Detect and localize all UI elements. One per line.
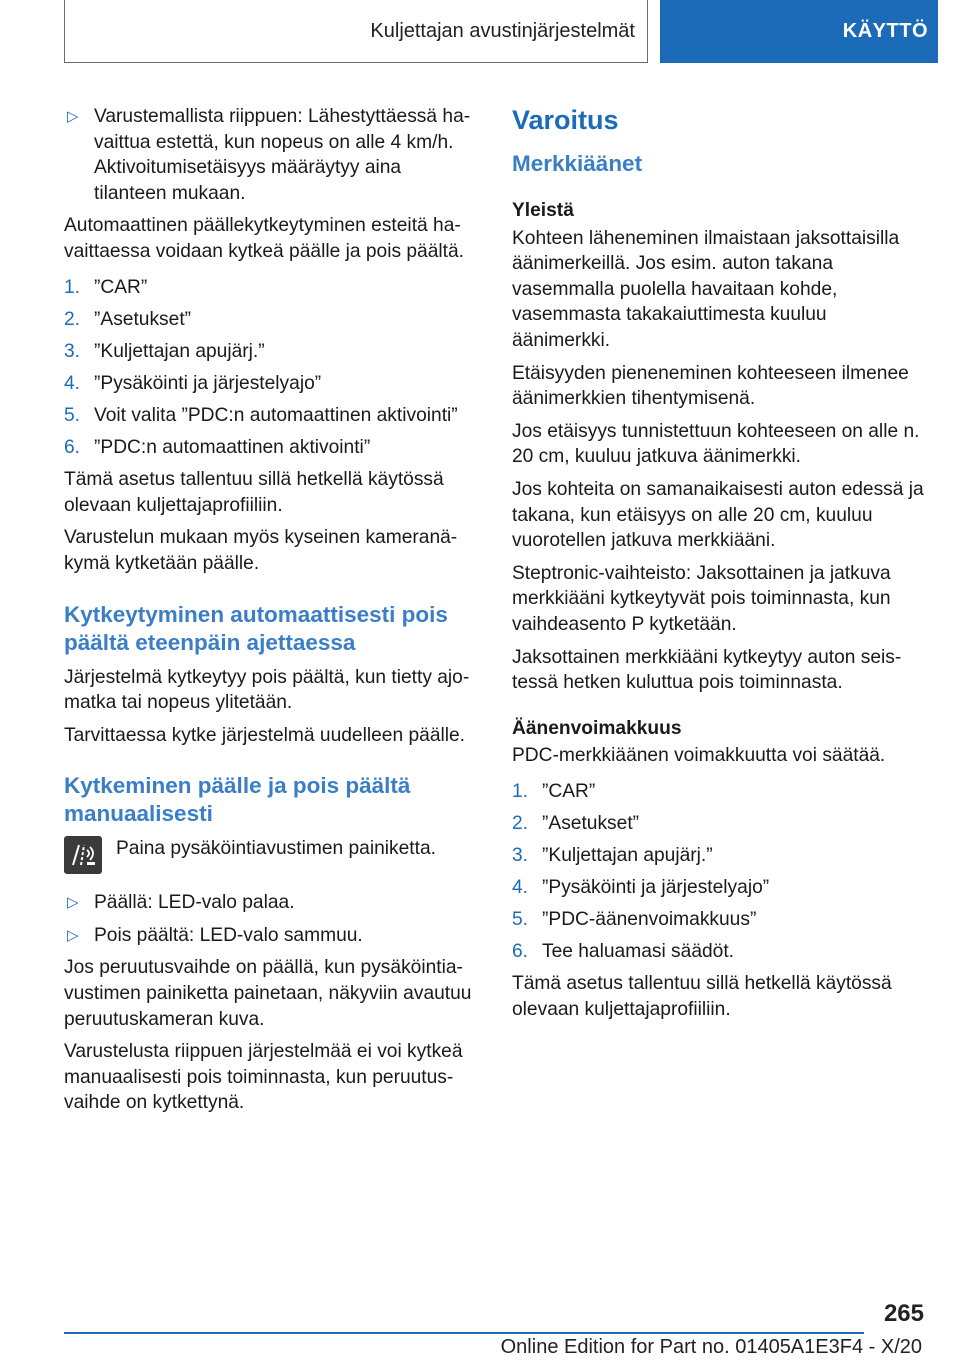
paragraph: Varustelusta riippuen järjestelmää ei voi kytkeä manuaalisesti pois toiminnasta, kun peruutusvaihde on kytkettynä.: [64, 1041, 463, 1114]
paragraph: Tämä asetus tallentuu sillä hetkellä käytössä olevaan kuljettajaprofiiliin.: [64, 469, 444, 516]
step-text: ”Kuljettajan apujärj.”: [94, 340, 265, 362]
step-item: [512, 811, 926, 837]
step-number: 1.: [64, 276, 81, 298]
step-number: 6.: [512, 941, 529, 963]
step-item: [64, 435, 476, 461]
triangle-bullet-icon: ▷: [67, 108, 79, 125]
paragraph: Automaattinen päällekytkeytyminen esteitä havaittaessa voidaan kytkeä päälle ja pois päältä.: [64, 215, 464, 262]
bullet-text: Päällä: LED-valo palaa.: [94, 892, 295, 914]
triangle-bullet-icon: ▷: [67, 926, 79, 944]
paragraph: Jos peruutusvaihde on päällä, kun pysäköintiavustimen painiketta painetaan, näkyviin avautuu peruutuskameran kuva.: [64, 957, 472, 1030]
paragraph: Tarvittaessa kytke järjestelmä uudelleen päälle.: [64, 724, 466, 746]
steps-list: [512, 779, 926, 965]
left-column: [64, 104, 476, 1123]
button-instruction-text: Paina pysäköintiavustimen painiketta.: [116, 838, 436, 860]
paragraph: Etäisyyden pieneneminen kohteeseen ilmenee äänimerkkien tihentymisenä.: [512, 362, 909, 410]
step-text: Tee haluamasi säädöt.: [542, 941, 734, 963]
step-item: [512, 779, 926, 805]
paragraph: Varustelun mukaan myös kyseinen kameranäkymä kytketään päälle.: [64, 527, 458, 574]
paragraph: Jaksottainen merkkiääni kytkeytyy auton seistessä hetken kuluttua pois toiminnasta.: [512, 646, 902, 694]
step-item: [64, 307, 476, 333]
list-item: [64, 104, 476, 206]
step-item: [512, 843, 926, 869]
step-number: 4.: [64, 372, 81, 394]
step-text: ”Asetukset”: [94, 308, 192, 330]
step-number: 6.: [64, 437, 81, 459]
subsection-heading-sounds: Merkkiäänet: [512, 151, 643, 176]
list-item: [64, 923, 476, 949]
button-instruction: [64, 836, 476, 874]
step-number: 4.: [512, 877, 529, 899]
paragraph: Jos kohteita on samanaikaisesti auton edessä ja takana, kun etäisyys on alle 20 cm, kuuluu vuorotellen jatkuva merkkiääni.: [512, 478, 924, 552]
header-chapter-box: [64, 0, 648, 63]
paragraph: Järjestelmä kytkeytyy pois päältä, kun tietty ajomatka tai nopeus ylitetään.: [64, 666, 470, 714]
step-item: [64, 339, 476, 365]
step-item: [512, 939, 926, 965]
step-text: ”Kuljettajan apujärj.”: [542, 845, 713, 867]
step-number: 1.: [512, 780, 529, 802]
step-text: ”PDC:n automaattinen aktivointi”: [94, 437, 371, 459]
paragraph: Tämä asetus tallentuu sillä hetkellä käytössä olevaan kuljettajaprofiiliin.: [512, 973, 892, 1021]
step-text: ”PDC-äänenvoimakkuus”: [542, 909, 757, 931]
bullet-text: Varustemallista riippuen: Lähestyttäessä havaittua estettä, kun nopeus on alle 4 km/h. Aktivoitumisetäisyys määräytyy aina tilanteen mukaan.: [94, 106, 471, 204]
footer-divider: [64, 1332, 864, 1334]
step-text: ”Asetukset”: [542, 812, 640, 834]
step-number: 3.: [64, 340, 81, 362]
bullet-text: Pois päältä: LED-valo sammuu.: [94, 924, 363, 946]
paragraph: Jos etäisyys tunnistettuun kohteeseen on alle n. 20 cm, kuuluu jatkuva äänimerkki.: [512, 420, 920, 468]
header-section-tab[interactable]: [660, 0, 938, 63]
list-item: [64, 890, 476, 916]
section-heading-warning: Varoitus: [512, 105, 619, 135]
header-chapter: Kuljettajan avustinjärjestelmät: [370, 19, 635, 42]
step-item: [512, 875, 926, 901]
paragraph: Kohteen läheneminen ilmaistaan jaksottaisilla äänimerkeillä. Jos esim. auton takana vasemmalla puolella havaitaan kohde, vasemmasta takakaiuttimesta kuuluu äänimerkki.: [512, 227, 900, 351]
step-number: 2.: [512, 812, 529, 834]
section-heading-manual: Kytkeminen päälle ja pois päältä manuaalisesti: [64, 773, 411, 827]
section-heading-auto-off: Kytkeytyminen automaattisesti pois päältä eteenpäin ajettaessa: [64, 601, 448, 655]
step-text: ”Pysäköinti ja järjestelyajo”: [542, 877, 770, 899]
step-number: 2.: [64, 308, 81, 330]
step-text: Voit valita ”PDC:n automaattinen aktivointi”: [94, 404, 458, 426]
step-item: [64, 275, 476, 301]
step-text: ”CAR”: [542, 780, 596, 802]
header-section: KÄYTTÖ: [842, 20, 928, 42]
step-number: 3.: [512, 845, 529, 867]
page-number: 265: [883, 1300, 924, 1327]
parking-assist-button-icon: [64, 836, 102, 874]
right-column: [512, 104, 926, 1030]
footer-edition: Online Edition for Part no. 01405A1E3F4 - X/20: [500, 1336, 922, 1358]
paragraph: PDC-merkkiäänen voimakkuutta voi säätää.: [512, 745, 886, 767]
paragraph: Steptronic-vaihteisto: Jaksottainen ja jatkuva merkkiääni kytkeytyvät pois toiminnasta, kun vaihdeasento P kytketään.: [512, 562, 891, 635]
step-text: ”Pysäköinti ja järjestelyajo”: [94, 372, 322, 394]
step-item: [64, 403, 476, 429]
step-item: [64, 371, 476, 397]
step-number: 5.: [512, 909, 529, 931]
heading-general: Yleistä: [512, 200, 574, 221]
heading-volume: Äänenvoimakkuus: [512, 717, 682, 739]
step-item: [512, 907, 926, 933]
steps-list: [64, 275, 476, 461]
step-text: ”CAR”: [94, 276, 148, 298]
step-number: 5.: [64, 404, 81, 426]
triangle-bullet-icon: ▷: [67, 894, 79, 912]
